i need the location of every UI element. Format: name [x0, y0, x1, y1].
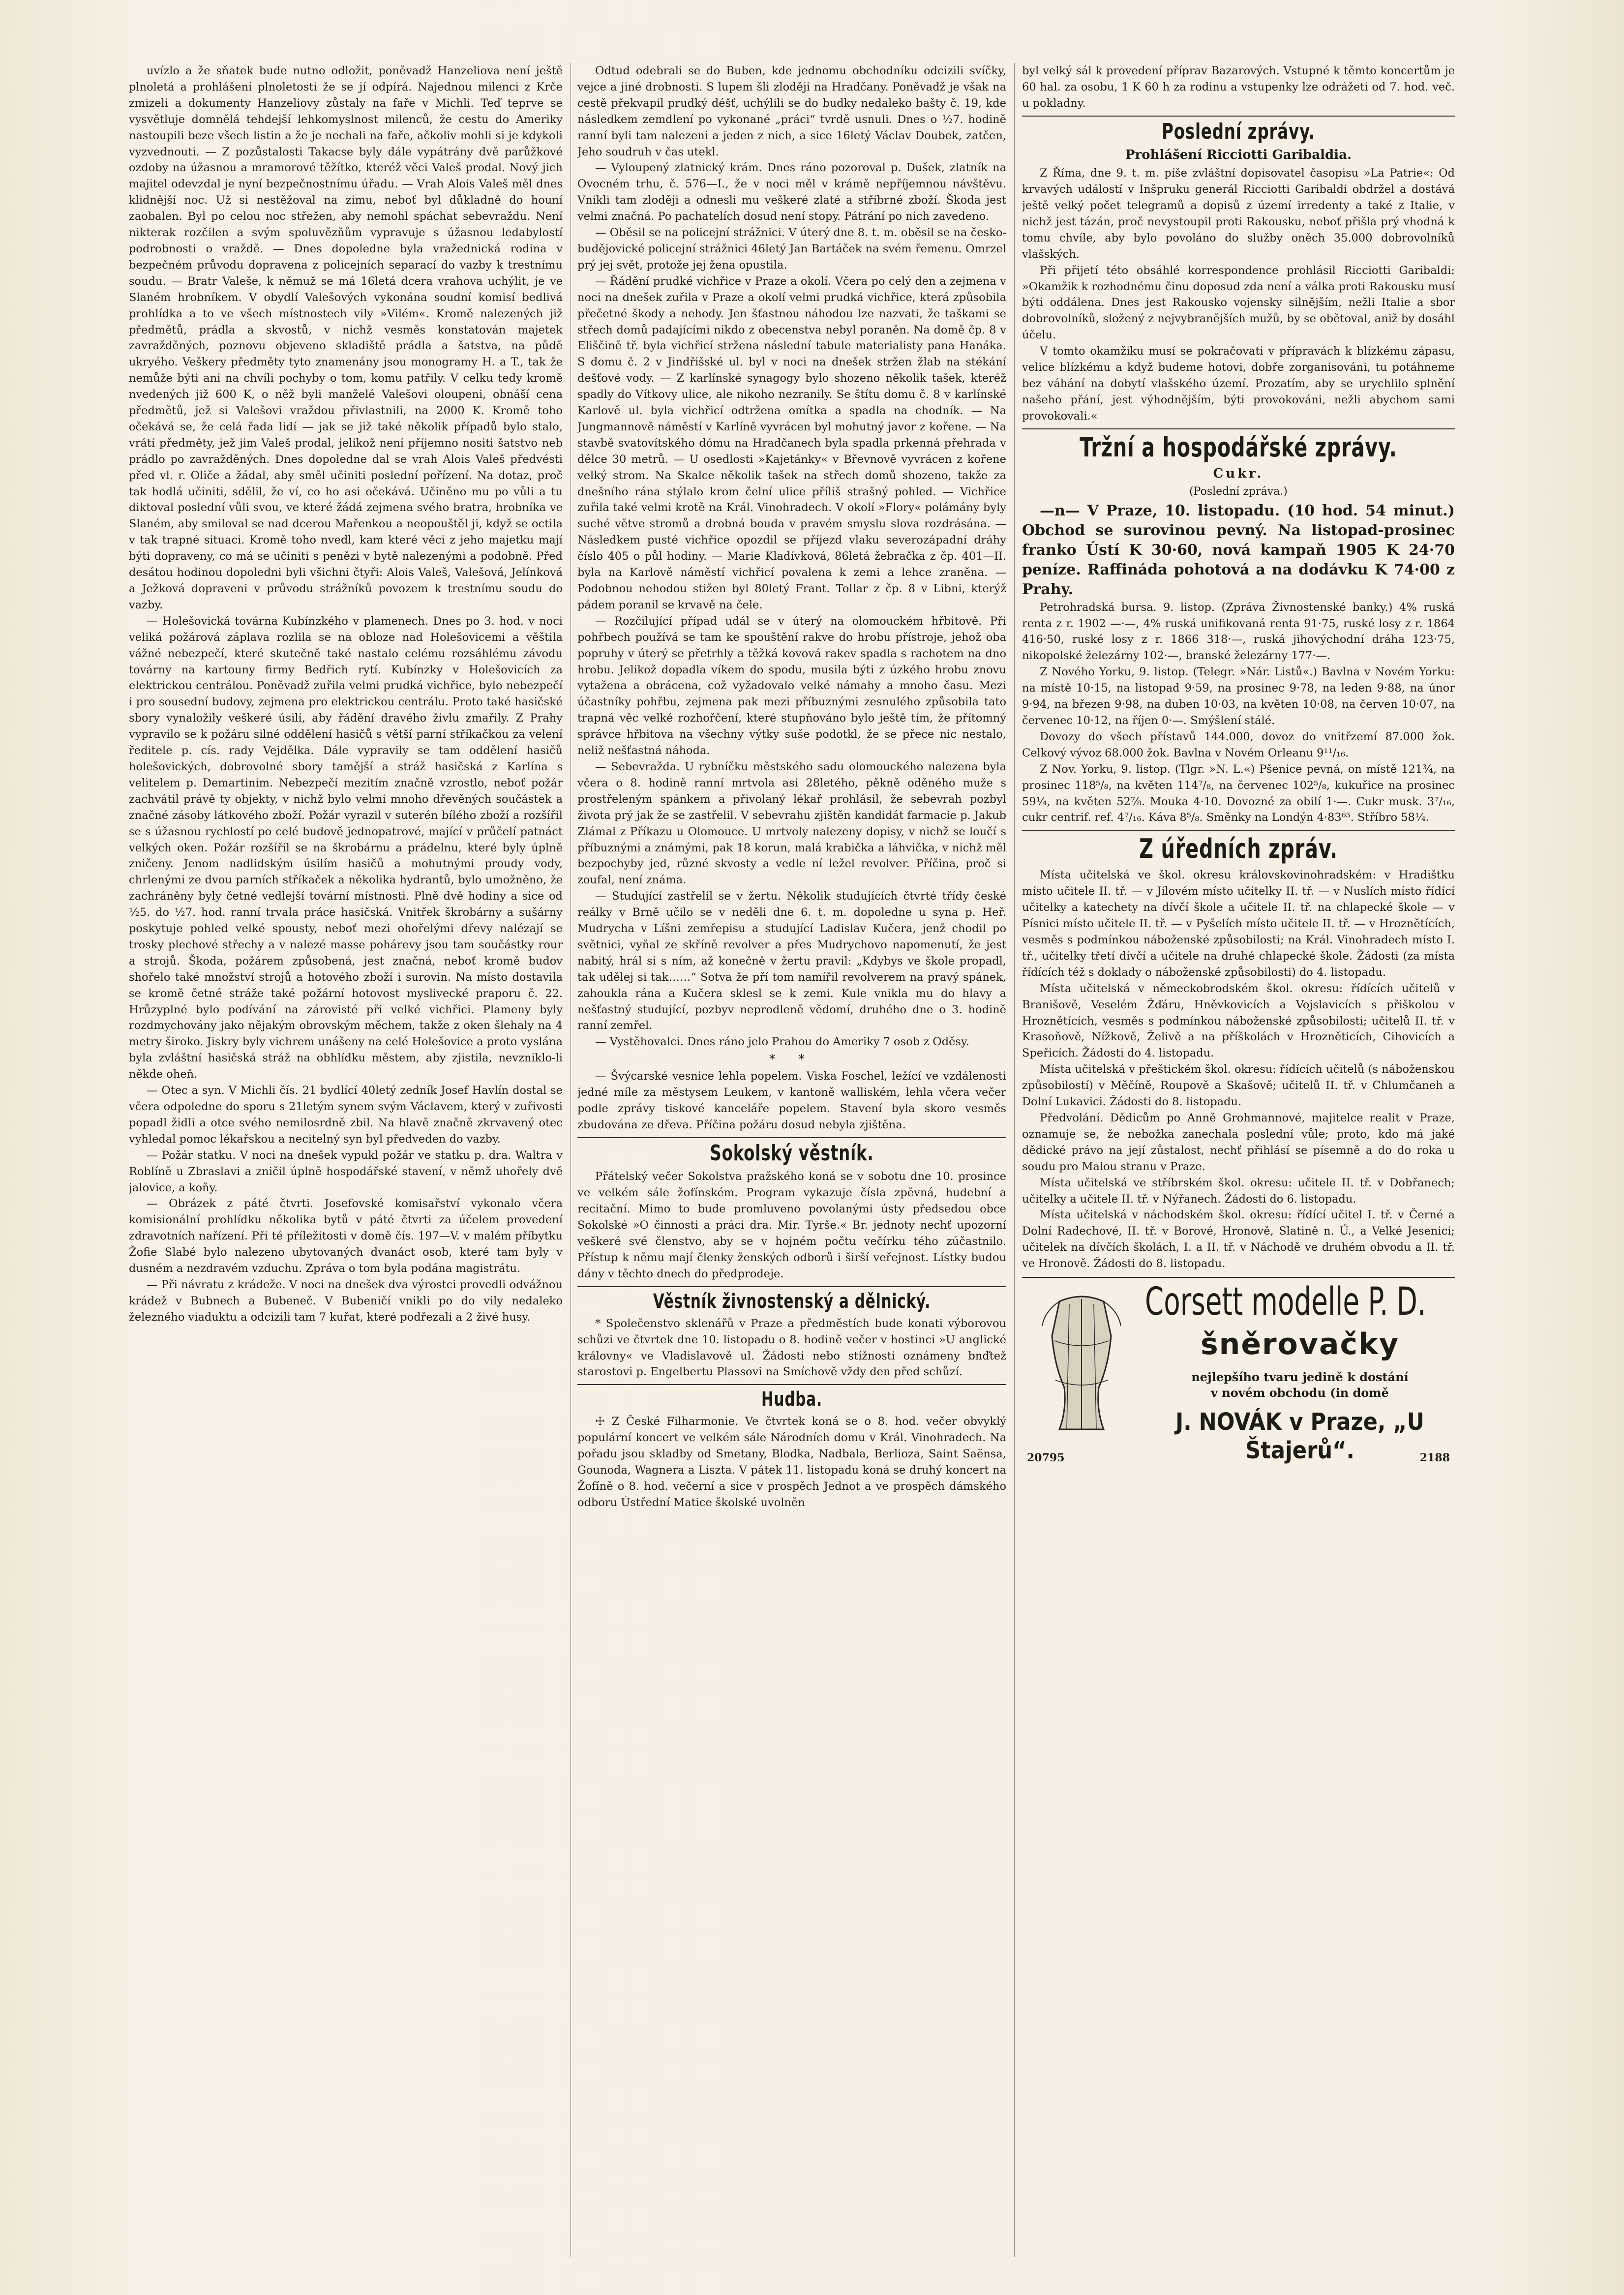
article-paragraph: — Vystěhovalci. Dnes ráno jelo Prahou do Ameriky 7 osob z Oděsy. [595, 1035, 969, 1049]
article-paragraph: — Otec a syn. V Michli čís. 21 bydlící 40letý zedník Josef Havlín dostal se včera odpoledne do sporu s 21letým synem svým Václavem, který v zuřivosti popadl židli a otce svého nemilosrdně zbil. Na hlavě značně zkrvavený otec vyhledal pomoc lékařskou a necitelný syn byl předveden do vazby. [129, 1084, 563, 1146]
article-paragraph: Z Říma, dne 9. t. m. píše zvláštní dopisovatel časopisu »La Patrie«: Od krvavých událostí v Inšpruku generál Ricciotti Garibaldi obdržel a dostává ještě velký počet telegramů a dopisů z území irredenty a také z Italie, v nichž jest tázán, proč nevystoupil proti Rakousku, neboť přišla prý vhodná k tomu chvíle, aby bylo povoláno do služby oněch 35.000 dobrovolníků vlašských. [1022, 167, 1455, 261]
article-paragraph: Přátelský večer Sokolstva pražského koná se v sobotu dne 10. prosince ve velkém sále žofínském. Program vykazuje čísla zpěvná, hudební a recitační. Mimo to bude promluveno povolanými ústy předsedou obce Sokolské »O činnosti a práci dra. Mir. Tyrše.« Br. jednoty nechť upozorní veškeré své členstvo, aby se v hojném počtu večírku tého zúčastnilo. Přístup k němu mají členky ženských odborů i širší veřejnost. Lístky budou dány v těchto dnech do předprodeje. [577, 1170, 1006, 1280]
article-paragraph: * Společenstvo sklenářů v Praze a předměstích bude konati výborovou schůzi ve čtvrtek dne 10. listopadu o 8. hodině večer v hostinci »U anglické královny« ve Vladislavově ul. Žádosti nebo stížnosti oznámeny bnďtež starostovi p. Engelbertu Plassovi na Smíchově vždy den před schůzí. [577, 1317, 1006, 1379]
article-paragraph: — Požár statku. V noci na dnešek vypukl požár ve statku p. dra. Waltra v Roblíně u Zbraslavi a zničil úplně hospodářské stavení, v němž uhořely dvě jalovice, a koňy. [129, 1148, 563, 1194]
column-2 [577, 63, 1006, 2262]
section-stars: * * [769, 1052, 814, 1066]
ad-tagline [1145, 1369, 1455, 1401]
section-heading-sokol: Sokolský věstník. [710, 1140, 874, 1166]
article-paragraph: Z Nov. Yorku, 9. listop. (Tlgr. »N. L.«) Pšenice pevná, on místě 121¾, na prosinec 118⁵/₈, na květen 114⁷/₈, na červenec 102⁵/₈, kukuřice na prosinec 59¼, na květen 52⅞. Mouka 4·10. Dovozné za obilí 1·—. Cukr musk. 3⁷/₁₆, cukr centrif. ref. 4⁷/₁₆. Káva 8⁵/₈. Směnky na Londýn 4·83⁶⁵. Stříbro 58¼. [1022, 762, 1455, 824]
article-paragraph: Předvolání. Dědicům po Anně Grohmannové, majitelce realit v Praze, oznamuje se, že nebožka zanechala poslední vůle; proto, kdo má jaké dědické právo na její zůstalost, nechť přihlásí se písemně a do do roka u soudu pro Malou stranu v Praze. [1022, 1112, 1455, 1173]
section-heading-offices: Z úředních zpráv. [1139, 833, 1338, 865]
article-paragraph: Místa učitelská v náchodském škol. okresu: řídící učitel I. tř. v Černé a Dolní Radechové, II. tř. v Borové, Hronově, Slatině n. Ú., a Velké Jesenici; učitelek na dívčích školách, I. a II. tř. v Náchodě ve druhém obvodu a II. tř. ve Hronově. Žádosti do 8. listopadu. [1022, 1208, 1455, 1270]
article-paragraph: ☩ Z České Filharmonie. Ve čtvrtek koná se o 8. hod. večer obvyklý populární koncert ve velkém sále Národních domu v Král. Vinohradech. Na pořadu jsou skladby od Smetany, Blodka, Nadbala, Berlioza, Saint Saënsa, Gounoda, Wagnera a Liszta. V pátek 11. listopadu koná se druhý koncert na Žofíně o 8. hod. večerní a sice v prospěch Jednot a ve prospěch dámského odboru Ústřední Matice školské uvolněn [577, 1415, 1006, 1509]
article-paragraph: Petrohradská bursa. 9. listop. (Zpráva Živnostenské banky.) 4% ruská renta z r. 1902 —·—, 4% ruská unifikovaná renta 91·75, ruské losy z r. 1864 416·50, ruské losy z r. 1866 318·—, ruská jihovýchodní dráha 123·75, nikopolské železárny 102·—, branské železárny 177·—. [1022, 601, 1455, 663]
article-paragraph: — Vyloupený zlatnický krám. Dnes ráno pozoroval p. Dušek, zlatník na Ovocném trhu, č. 576—I., že v noci měl v krámě nepříjemnou návštěvu. Vnikli tam zloději a odnesli mu veškeré zlaté a stříbrné zboží. Škoda jest velmi značná. Po pachatelích dosud není stopy. Pátrání po nich zavedeno. [577, 161, 1006, 223]
ad-title: Corsett modelle P. D. [1145, 1280, 1426, 1325]
article-paragraph: — Studující zastřelil se v žertu. Několik studujících čtvrté třídy české reálky v Brně učilo se v neděli dne 6. t. m. dopoledne u syna p. Heř. Mudrycha v Líšni zemřepisu a studující Ladislav Kučera, jenž chodil po světnici, vyňal ze skříně revolver a přes Mudrychovo napomenutí, že jest nabitý, hrál si s ním, až konečně v žertu pravil: „Kdybys ve škole propadl, tak udělej si tak……“ Sotva že pří tom namířil revolverem na pravý spánek, zahoukla rána a Kučera sklesl se k zemi. Kule vnikla mu do hlavy a nešťastný studující, pozbyv neprodleně vědomí, druhého dne o 3. hodině ranní zemřel. [577, 890, 1006, 1032]
section-subheading-note: (Poslední zpráva.) [1189, 485, 1288, 498]
column-divider [1014, 63, 1015, 2257]
corset-illustration [1025, 1282, 1138, 1444]
ad-number: 20795 [1027, 1451, 1065, 1465]
section-rule [577, 1286, 1006, 1287]
article-paragraph: byl velký sál k provedení příprav Bazarových. Vstupné k těmto koncertům je 60 hal. za osobu, 1 K 60 h za rodinu a vstupenky lze odrážeti od 7. hod. več. u pokladny. [1022, 64, 1455, 110]
ad-tagline-line: nejlepšího tvaru jedině k dostání [1191, 1370, 1409, 1385]
ad-number: 2188 [1419, 1451, 1450, 1465]
section-subheading: Prohlášení Ricciotti Garibaldia. [1125, 148, 1352, 163]
column-3 [1022, 63, 1455, 2262]
article-paragraph: uvízlo a že sňatek bude nutno odložit, poněvadž Hanzeliova není ještě plnoletá a prohlášení plnoletosti že se jí odpírá. Najednou milenci z Krče zmizeli a dokumenty Hanzeliovy zůstaly na faře v Michli. Teď teprve se vysvětluje domnělá tehdejší lehkomyslnost milenců, že cestu do Ameriky nastoupili beze všech listin a že je nechali na faře, ačkoliv mohli si je kdykoli vyzvednouti. — Z pozůstalosti Takacse byly dále vypátrány dvě parůžkové ozdoby na úžasnou a mramorové těžítko, kteréž věci Valeš prodal. Nový jich majitel odevzdal je nyní bezpečnostnímu úřadu. — Vrah Alois Valeš měl dnes klidnější noc. Už si nestěžoval na zimu, neboť byl důkladně do houní zaobalen. Byl po celou noc střežen, aby nemohl spáchat sebevraždu. Není nikterak rozčilen a svým spoluvězňům vypravuje s úžasnou ledabylostí podrobnosti o vraždě. — Dnes dopoledne byla vražednická rodina v bezpečném průvodu dopravena z policejních separací do vazby k trestnímu soudu. — Bratr Valeše, k němuž se má 16letá dcera vrahova uchýlit, je ve Slaném hrobníkem. V obydlí Valešových vykonána soudní komisí bedlivá prohlídka a to ve všech místnostech vily »Vilém«. Kromě nalezených již předmětů, prádla a skvostů, v nichž vesměs konstatován majetek zavražděných, poznovu objeveno skladiště prádla a šatstva, na půdě ukryého. Veškery předměty tyto znamenány jsou monogramy H. a T., tak že nemůže býti ani na chvíli pochyby o tom, komu patřily. V celku tedy kromě nvedených již 600 K, o něž byli manželé Valešovi oloupeni, obnáší cena předmětů, jež si Valešovi vraždou přivlastnili, na 2000 K. Kromě toho očekává se, že celá řada lidí — jak se již také několik případů bylo stalo, vrátí předměty, jež jim Valeš prodal, jelikož není příjemno nositi šatstvo neb prádlo po zavražděných. Dnes dopoledne dal se vrah Alois Valeš předvésti před vl. r. Oliče a žádal, aby směl učiniti poslední pořízení. Na dotaz, proč tak hodlá učiniti, sdělil, že ví, co ho asi očekává. Učiněno mu po vůli a tu diktoval poslední vůli svou, ve které žádá zejmena svého bratra, hrobníka ve Slaném, aby smiloval se nad dcerou Mařenkou a neopouštěl ji, když se octila v tak trapné situaci. Kromě toho nvedl, kam které věci z jeho majetku mají býti dopraveny, co má se učiniti s penězi v bytě nalezenými a podobně. Před desátou hodinou dopoledni byli všichni čtyři: Alois Valeš, Valešová, Jelínková a Ježková dopraveni v průvodu strážníků povozem k trestnímu soudu do vazby. [129, 64, 563, 611]
section-rule [1022, 116, 1455, 117]
section-heading-market: Tržní a hospodářské zprávy. [1080, 431, 1397, 463]
article-paragraph: — Obrázek z páté čtvrti. Josefovské komisařství vykonalo včera komisionální prohlídku několika bytů v páté čtvrti za účelem provedení zdravotních nařízení. Při té příležitosti v domě čís. 197—V. v malém příbytku Žofie Slabé bylo nalezeno ubytovaných dvanáct osob, které tam byly v dusném a nezdravém vzduchu. Zpráva o tom byla podána magistrátu. [129, 1197, 563, 1275]
column-1 [129, 63, 563, 2262]
section-rule [1022, 830, 1455, 831]
section-heading-trade: Věstník živnostenský a dělnický. [653, 1290, 931, 1313]
section-heading-music: Hudba. [761, 1388, 822, 1411]
article-paragraph: — Oběsil se na policejní strážnici. V úterý dne 8. t. m. oběsil se na česko-budějovické policejní strážnici 46letý Jan Bartáček na svém řemenu. Omrzel prý jej svět, protože jej žena opustila. [577, 226, 1006, 272]
section-heading-last-news: Poslední zprávy. [1162, 119, 1315, 144]
article-paragraph: Dovozy do všech přístavů 144.000, dovoz do vnitřzemí 87.000 žok. Celkový vývoz 68.000 žok. Bavlna v Novém Orleanu 9¹¹/₁₆. [1022, 730, 1455, 759]
article-paragraph: Z Nového Yorku, 9. listop. (Telegr. »Nár. Listů«.) Bavlna v Novém Yorku: na místě 10·15, na listopad 9·59, na prosinec 9·78, na leden 9·88, na únor 9·94, na březen 9·98, na duben 10·03, na květen 10·08, na červen 10·07, na červenec 10·12, na říjen 0·—. Smýšlení stálé. [1022, 665, 1455, 727]
section-rule [1022, 428, 1455, 429]
article-paragraph: — Holešovická továrna Kubínzkého v plamenech. Dnes po 3. hod. v noci veliká požárová záplava rozlila se na obloze nad Holešovicemi a věštila vážné nebezpečí, které skutečně také nastalo celému rozsáhlému závodu továrny na kartouny firmy Bedřich rytí. Kubínzky v Holešovicích za elektrickou centrálou. Poněvadž zuřila velmi prudká vichřice, bylo nebezpečí i pro sousední budovy, zejmena pro elektrickou centrálu. Proto také hasičské sbory vynaložily veškeré úsilí, aby řádění dravého živlu zmařily. Z Prahy vypravilo se k požáru silné oddělení hasičů s větší parní stříkačkou za velení ředitele p. cís. rady Vejdělka. Dále vypravily se tam oddělení hasičů holešovických, dobrovolné sbory tamější a stráž hasičská z Karlína s velitelem p. Demartinim. Nebezpečí mezitím značně vzrostlo, neboť požár zachvátil právě ty objekty, v nichž bylo velmi mnoho dřevěných součástek a značné zásoby látkového zboží. Požár vyrazil v suterén bílého zboží a rozšířil se s úžasnou rychlostí po celé budově jednopatrové, mající v průčelí patnáct velkých oken. Požár rozšířil se na škrobárnu a prádelnu, které byly úplně zničeny. Jenom nadlidským úsilím hasičů a mohutnými proudy vody, chrlenými ze dvou parních stříkaček a několika hydrantů, bylo umožněno, že zachráněny byly četné vedlejší tovární místnosti. Plně dvě hodiny a sice od ½5. do ½7. hod. ranní trvala práce hasičská. Vnitřek škrobárny a sušárny poskytuje pohled velké spousty, neboť mezi ohořelými dřevy nalézají se trosky plechové střechy a v nalezé masse pohárevy jsou tam součástky rour a strojů. Škoda, požárem způsobená, jest značná, neboť kromě budov shořelo také množství strojů a hotového zboží i surovin. Na místo dostavila se kromě četné stráže také požární hotovost myslivecké praporu č. 22. Hrůzyplné bylo podívání na zárovisté při velké vichřici. Plameny byly rozdmychovány jako nějakým obrovským měchem, takže z oken šlehaly na 4 metry široko. Jiskry byly vichrem unášeny na celé Holešovice a proto vyslána byla zvláštní hasičská stráž na obhlídku městem, aby zjistila, nevzniklo-li někde oheň. [129, 614, 563, 1081]
article-paragraph: — Sebevražda. U rybníčku městského sadu olomouckého nalezena byla včera o 8. hodině ranní mrtvola asi 28letého, pěkně oděného muže s prostřeleným spánkem a přivolaný lékař prohlásil, že sebevrah pozbyl života prý jak že se zastřelil. V sebevrahu zjištěn kandidát farmacie p. Jakub Zlámal z Příkazu u Olomouce. U mrtvoly nalezeny dopisy, v nichž se loučí s příbuznými a známými, pak 18 korun, malá krabička a láhvička, v nichž měl bezpochyby jed, různé skvosty a vedle ní ležel revolver. Příčina, proč si zoufal, není známa. [577, 760, 1006, 887]
ad-tagline-line: v novém obchodu (in domě [1211, 1386, 1389, 1400]
article-paragraph: Místa učitelská ve stříbrském škol. okresu: učitele II. tř. v Dobřanech; učitelky a učitele II. tř. v Nýřanech. Žádosti do 6. listopadu. [1022, 1176, 1455, 1206]
article-paragraph: Místa učitelská ve škol. okresu královskovinohradském: v Hradištku místo učitele II. tř. — v Jílovém místo učitelky II. tř. — v Nuslích místo řídící učitelky a katechety na dívčí škole a učitele II. tř. na chlapecké škole — v Písnici místo učitele II. tř. — v Pyšelích místo učitele II. tř. — v Hroznětících, vesměs s podmínkou náboženské způsobilosti; na Král. Vinohradech místo I. tř., učitelky třetí dívčí a učitele na druhé chlapecké škole. Žádosti (za místa řídících též s doklady o náboženské způsobilosti) do 4. listopadu. [1022, 869, 1455, 979]
article-paragraph: — Řádění prudké vichřice v Praze a okolí. Včera po celý den a zejmena v noci na dnešek zuřila v Praze a okolí velmi prudká vichřice, která způsobila přečetné škody a nehody. Jen šťastnou náhodou lze nazvati, že taškami se střech domů padajícími nikdo z obecenstva nebyl poraněn. Na domě čp. 8 v Eliščině tř. byla vichřicí stržena následní tabule materialisty pana Hanáka. S domu č. 2 v Jindřišské ul. byl v noci na dnešek stržen žlab na stékání dešťové vody. — Z karlínské synagogy bylo shozeno několik tašek, kteréž spadly do Vítkovy ulice, ale nikoho nezranily. Se štítu domu č. 8 v karlínské Karlově ul. byla vichřicí odtržena omítka a spadla na chodník. — Na Jungmannově náměstí v Karlíně vyvrácen byl mohutný javor z kořene. — Na stavbě svatovítského dómu na Hradčanech byla spadla prkenná přehrada v délce 30 metrů. — U osedlosti »Kajetánky« v Břevnově vyvrácen z kořene velký strom. Na Skalce několik tašek na střech domů shozeno, takže za dnešního rána stýlalo krom čelní ulice příliš strašný pohled. — Vichřice zuřila také velmi krotě na Král. Vinohradech. V okolí »Flory« polámány byly suché větve stromů a drobná bouda v pravém smyslu slova rozdrásána. — Následkem pusté vichřice opozdil se příjezd vlaku severozápadní dráhy číslo 405 o půl hodiny. — Marie Kladívková, 86letá žebračka z čp. 401—II. byla na Karlově náměstí vichřicí povalena k zemi a lehce zraněna. — Podobnou nehodou stižen byl 80letý Frant. Tollar z čp. 8 v Libni, kterýž pádem poranil se krvavě na čele. [577, 274, 1006, 611]
article-paragraph: — Rozčilující případ udál se v úterý na olomouckém hřbitově. Při pohřbech používá se tam ke spouštění rakve do hrobu přístroje, jehož oba popruhy v úterý se přetrhly a těžká kovová rakev spadla s rachotem na dno hrobu. Jelikož dopadla víkem do spodu, musila býti z úzkého hrobu znovu vytažena a obrácena, což vyžadovalo velké námahy a mnoho času. Mezi účastníky pohřbu, zejmena pak mezi příbuznými zesnulého způsobila tato trapná věc velké rozhořčení, které stupňováno bylo ještě tím, že přítomný správce hřbitova na všechny výtky suše podotkl, že se přece nic nestalo, neliž nešťastná náhoda. [577, 614, 1006, 757]
section-subheading: Cukr. [1213, 466, 1264, 481]
article-paragraph: Při přijetí této obsáhlé korrespondence prohlásil Ricciotti Garibaldi: »Okamžik k rozhodnému činu doposud zda není a válka proti Rakousku musí býti oddálena. Dnes jest Rakousko vojensky silnějším, nežli Italie a sbor dobrovolníků, složený z nejvybranějších mužů, by se obětoval, aniž by dosáhl účelu. [1022, 264, 1455, 342]
ad-merchant: J. NOVÁK v Praze, „U Štajerů“. [1175, 1408, 1424, 1465]
article-paragraph: Místa učitelská v německobrodském škol. okresu: řídících učitelů v Branišově, Veselém Žďáru, Hněvkovicích a Vojslavicích s přiškolou v Hroznětících, vesměs s podmínkou náboženské způsobilosti; učitelů II. tř. v Krasoňově, Nížkově, Želivě a na příškolách v Hrozněticích, Cihovicích a Speřicích. Žádosti do 4. listopadu. [1022, 982, 1455, 1060]
article-paragraph: Odtud odebrali se do Buben, kde jednomu obchodníku odcizili svíčky, vejce a jiné drobnosti. S lupem šli zloději na Hradčany. Poněvadž je však na cestě překvapil prudký déšť, uchýlili se do budky nedaleko bašty č. 19, kde následkem zemdlení po vykonané „práci“ tvrdě usnuli. Dnes o ½7. hodině ranní byli tam nalezeni a jeden z nich, a sice 16letý Václav Doubek, zatčen, Jeho soudruh v čas utekl. [577, 64, 1006, 158]
article-paragraph: V tomto okamžiku musí se pokračovati v přípravách k blízkému zápasu, velice blízkému a když budeme hotovi, dobře zorganisováni, tu potáhneme bez váhání na dobytí vlašského území. Prozatím, aby se urychlilo splnění našeho přání, jest výhodnějším, býti provokováni, nežli abychom sami provokovali.« [1022, 345, 1455, 423]
article-paragraph: Místa učitelská v přeštickém škol. okresu: řídících učitelů (s náboženskou způsobilostí) v Měčíně, Roupově a Skašově; učitelů II. tř. v Chlumčaneh a Dolní Lukavici. Žádosti do 8. listopadu. [1022, 1063, 1455, 1109]
corset-advertisement [1022, 1277, 1455, 1465]
article-paragraph: — Švýcarské vesnice lehla popelem. Viska Foschel, ležící ve vzdálenosti jedné míle za městysem Leukem, v kantoně walliském, lehla včera večer podle zprávy tiskové kanceláře popelem. Stavení byla skoro vesměs zbudována ze dřeva. Příčina požáru dosud nebyla zjištěna. [577, 1070, 1006, 1131]
ad-subtitle: šněrovačky [1200, 1327, 1400, 1362]
market-report: —n— V Praze, 10. listopadu. (10 hod. 54 minut.) Obchod se surovinou pevný. Na listopad-prosinec franko Ústí K 30·60, nová kampaň 1905 K 24·70 peníze. Raffináda pohotová a na dodávku K 74·00 z Prahy. [1022, 502, 1455, 598]
section-rule [577, 1137, 1006, 1138]
article-paragraph: — Při návratu z krádeže. V noci na dnešek dva výrostci provedli odvážnou krádež v Bubnech a Bubeneč. V Bubeničí vnikli po do vily nedaleko železného viaduktu a odcizili tam 7 kuřat, které podřezali a 2 živé husy. [129, 1278, 563, 1324]
section-rule [577, 1384, 1006, 1385]
